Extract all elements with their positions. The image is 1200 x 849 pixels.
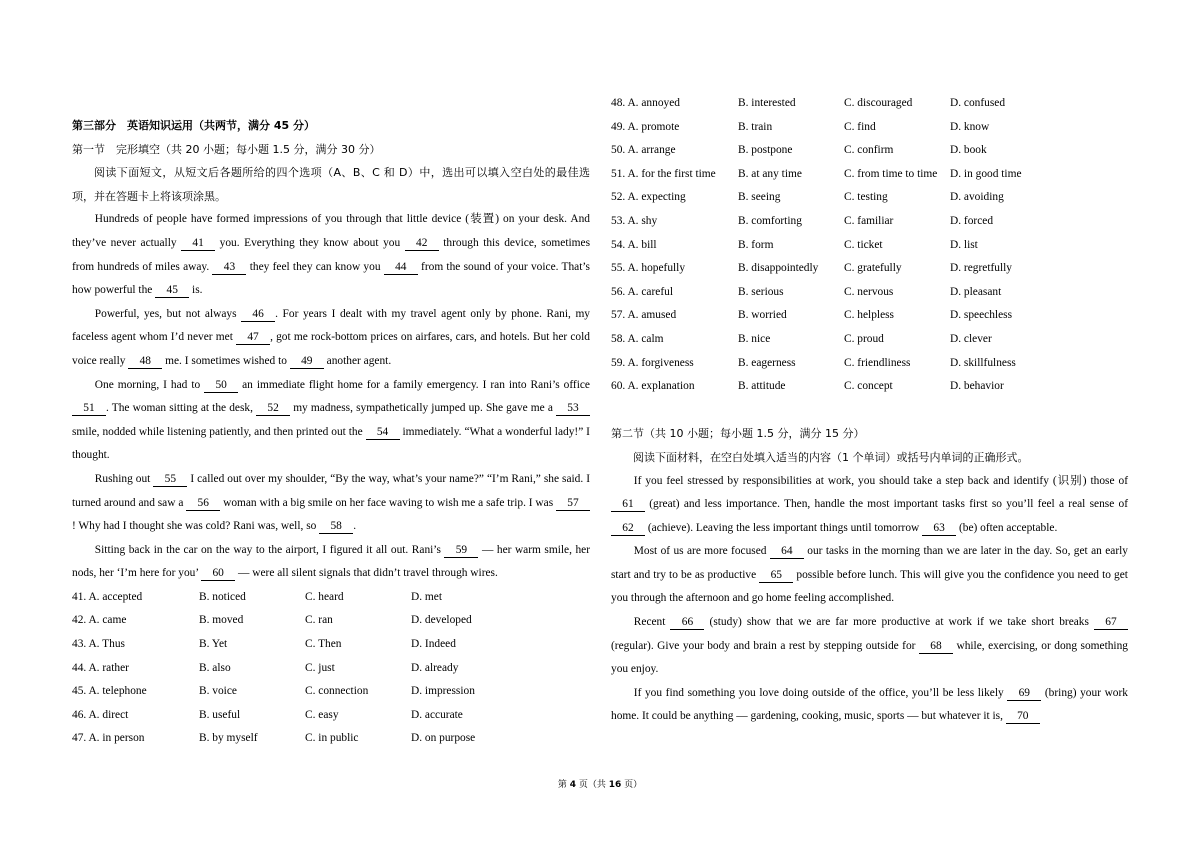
blank-65: 65 (759, 569, 793, 583)
option-b: B. also (199, 661, 231, 674)
option-a: 55. A. hopefully (611, 262, 686, 275)
section1-instructions: 阅读下面短文，从短文后各题所给的四个选项（A、B、C 和 D）中，选出可以填入空白处的最佳选项，并在答题卡上将该项涂黑。 (72, 166, 590, 203)
passage-text: (great) and less importance. Then, handle the most important tasks first so you’ll feel a real sense of (645, 498, 1128, 511)
option-b: B. Yet (199, 638, 228, 651)
left-column (72, 114, 590, 751)
option-b: B. disappointedly (738, 262, 819, 275)
option-row (72, 704, 590, 728)
option-d: D. met (411, 590, 443, 603)
option-d: D. list (950, 238, 978, 251)
option-b: B. comforting (738, 214, 802, 227)
option-c: C. heard (305, 590, 344, 603)
passage-paragraph (72, 208, 590, 302)
option-a: 57. A. amused (611, 309, 677, 322)
option-d: D. impression (411, 685, 475, 698)
option-b: B. eagerness (738, 356, 796, 369)
blank-60: 60 (201, 567, 235, 581)
blank-70: 70 (1006, 710, 1040, 724)
option-d: D. developed (411, 614, 472, 627)
option-d: D. on purpose (411, 732, 476, 745)
option-row (72, 633, 590, 657)
option-b: B. form (738, 238, 774, 251)
passage-text: . The woman sitting at the desk, (106, 402, 257, 415)
option-a: 54. A. bill (611, 238, 657, 251)
passage-paragraph (611, 470, 1128, 541)
option-b: B. seeing (738, 191, 781, 204)
blank-42: 42 (405, 237, 439, 251)
blank-56: 56 (186, 497, 220, 511)
option-b: B. noticed (199, 590, 246, 603)
option-row (72, 586, 590, 610)
option-d: D. confused (950, 97, 1006, 109)
passage-text: I called out over my shoulder, “By the way, what’s your name?” “I’m Rani,” she said. I turned around and saw a (72, 472, 591, 509)
passage-text: If you feel stressed by responsibilities at work, you should take a step back and identify (识别) those of (633, 474, 1128, 487)
blank-68: 68 (919, 640, 953, 654)
option-c: C. familiar (844, 214, 894, 227)
blank-67: 67 (1094, 616, 1128, 630)
passage-text: (regular). Give your body and brain a rest by stepping outside for (611, 639, 919, 652)
passage-text: (bring) your work home. It could be anything — gardening, cooking, music, sports — but whatever it is, (611, 686, 1128, 723)
option-a: 44. A. rather (72, 661, 129, 674)
blank-49: 49 (290, 355, 324, 369)
option-c: C. easy (305, 708, 339, 721)
option-row (611, 328, 1128, 352)
option-row (72, 657, 590, 681)
passage-text: Hundreds of people have formed impressions of you through that little device (装置) on your desk. And they’ve never actually (72, 213, 590, 249)
option-row (611, 352, 1128, 376)
option-d: D. avoiding (950, 191, 1004, 204)
blank-44: 44 (384, 261, 418, 275)
option-a: 41. A. accepted (72, 590, 143, 603)
option-c: C. connection (305, 685, 369, 698)
option-b: B. serious (738, 285, 784, 298)
passage-paragraph (72, 539, 590, 586)
passage-text: Sitting back in the car on the way to the airport, I figured it all out. Rani’s (94, 543, 445, 556)
option-b: B. at any time (738, 167, 802, 180)
option-c: C. from time to time (844, 167, 938, 180)
option-row (72, 609, 590, 633)
option-c: C. discouraged (844, 97, 913, 109)
option-row (611, 163, 1128, 187)
passage-text: One morning, I had to (94, 378, 205, 391)
option-c: C. gratefully (844, 262, 902, 275)
passage-paragraph (611, 540, 1128, 611)
option-a: 43. A. Thus (72, 638, 125, 651)
section2-title: 第二节（共 10 小题；每小题 1.5 分，满分 15 分） (611, 427, 865, 441)
right-column (611, 92, 1128, 729)
passage-text: me. I sometimes wished to (162, 354, 290, 367)
passage-text: Rushing out (94, 472, 154, 485)
passage-text: . For years I dealt with my travel agent only by phone. Rani, my faceless agent whom I’d never met (72, 307, 590, 344)
option-d: D. speechless (950, 309, 1012, 322)
blank-66: 66 (670, 616, 704, 630)
option-d: D. Indeed (411, 638, 456, 651)
blank-48: 48 (128, 355, 162, 369)
option-a: 46. A. direct (72, 708, 129, 721)
blank-63: 63 (922, 522, 956, 536)
passage-paragraph (72, 374, 590, 468)
option-row (611, 186, 1128, 210)
option-d: D. forced (950, 214, 994, 227)
option-b: B. voice (199, 685, 237, 698)
footer-prefix: 第 (557, 780, 570, 790)
passage-text: (achieve). Leaving the less important things until tomorrow (645, 521, 923, 534)
blank-50: 50 (204, 379, 238, 393)
page-number: 4 (569, 780, 576, 790)
passage-paragraph (611, 611, 1128, 682)
option-c: C. ticket (844, 238, 883, 251)
options-table-left (72, 586, 590, 751)
option-c: C. in public (305, 732, 359, 745)
option-row (611, 375, 1128, 399)
option-a: 51. A. for the first time (611, 167, 716, 180)
option-a: 45. A. telephone (72, 685, 147, 698)
page-footer (0, 777, 1200, 790)
blank-43: 43 (212, 261, 246, 275)
passage-text: , got me rock-bottom prices on airfares, cars, and hotels. But her cold voice really (72, 331, 590, 367)
passage-text: through this device, sometimes from hundreds of miles away. (72, 236, 591, 273)
option-b: B. train (738, 120, 773, 133)
passage-paragraph (611, 682, 1128, 729)
blank-55: 55 (153, 473, 187, 487)
blank-47: 47 (236, 331, 270, 345)
passage-text: my madness, sympathetically jumped up. She gave me a (290, 402, 556, 415)
option-d: D. book (950, 144, 987, 157)
blank-58: 58 (319, 520, 353, 534)
option-d: D. know (950, 120, 990, 133)
option-d: D. in good time (950, 167, 1022, 180)
passage-text: is. (189, 284, 203, 297)
option-row (611, 281, 1128, 305)
passage-text: — were all silent signals that didn’t travel through wires. (235, 567, 498, 580)
option-d: D. clever (950, 332, 992, 345)
option-d: D. pleasant (950, 285, 1002, 298)
option-row (611, 234, 1128, 258)
passage-text: If you find something you love doing outside of the office, you’ll be less likely (633, 686, 1008, 699)
option-row (611, 304, 1128, 328)
part3-title: 第三部分 英语知识运用（共两节，满分 45 分） (72, 119, 315, 132)
option-a: 42. A. came (72, 614, 127, 627)
blank-59: 59 (444, 544, 478, 558)
blank-46: 46 (241, 308, 275, 322)
cloze-passage (72, 208, 590, 586)
passage-text: our tasks in the morning than we are later in the day. So, get an early start and try to be as productive (611, 545, 1129, 581)
option-c: C. confirm (844, 144, 894, 157)
passage-paragraph (72, 303, 590, 374)
option-a: 58. A. calm (611, 332, 664, 345)
option-d: D. accurate (411, 708, 463, 721)
option-b: B. moved (199, 614, 244, 627)
blank-52: 52 (256, 402, 290, 416)
option-a: 60. A. explanation (611, 380, 695, 393)
option-b: B. attitude (738, 380, 786, 393)
option-row (72, 680, 590, 704)
option-row (611, 92, 1128, 116)
passage-text: woman with a big smile on her face waving to wish me a safe trip. I was (220, 496, 556, 509)
option-b: B. worried (738, 309, 787, 322)
option-a: 50. A. arrange (611, 144, 676, 157)
option-row (611, 257, 1128, 281)
blank-41: 41 (181, 237, 215, 251)
option-b: B. by myself (199, 732, 258, 745)
passage-text: Powerful, yes, but not always (94, 307, 242, 320)
option-c: C. proud (844, 332, 884, 345)
passage-paragraph (72, 468, 590, 539)
blank-45: 45 (155, 284, 189, 298)
blank-61: 61 (611, 498, 645, 512)
section-gap (611, 399, 1128, 423)
passage-text: (study) show that we are far more productive at work if we take short breaks (704, 616, 1094, 629)
footer-suffix: 页） (621, 780, 643, 790)
option-row (611, 116, 1128, 140)
option-c: C. ran (305, 614, 333, 627)
option-a: 59. A. forgiveness (611, 356, 694, 369)
option-c: C. Then (305, 638, 342, 651)
passage-text: ! Why had I thought she was cold? Rani was, well, so (72, 520, 320, 533)
option-b: B. postpone (738, 144, 793, 157)
option-b: B. nice (738, 332, 771, 345)
total-pages: 16 (608, 780, 622, 790)
option-row (611, 210, 1128, 234)
option-b: B. useful (199, 708, 241, 721)
passage-text: you. Everything they know about you (215, 236, 405, 249)
blank-62: 62 (611, 522, 645, 536)
option-c: C. find (844, 120, 876, 133)
blank-57: 57 (556, 497, 590, 511)
blank-54: 54 (366, 426, 400, 440)
passage-text: possible before lunch. This will give you the confidence you need to get you through the afternoon and go home feeling accomplished. (611, 568, 1128, 605)
passage-text: Most of us are more focused (633, 545, 770, 558)
passage-text: while, exercising, or dong something you enjoy. (611, 639, 1128, 676)
option-b: B. interested (738, 97, 796, 109)
passage-text: — her warm smile, her nods, her ‘I’m here for you’ (72, 543, 590, 580)
option-d: D. already (411, 661, 459, 674)
grammar-passage (611, 470, 1128, 730)
option-c: C. friendliness (844, 356, 911, 369)
option-a: 56. A. careful (611, 285, 673, 298)
option-a: 53. A. shy (611, 214, 658, 227)
section1-title: 第一节 完形填空（共 20 小题；每小题 1.5 分，满分 30 分） (72, 142, 381, 156)
option-c: C. nervous (844, 285, 894, 298)
option-c: C. testing (844, 191, 888, 204)
option-a: 48. A. annoyed (611, 97, 680, 109)
blank-69: 69 (1007, 687, 1041, 701)
blank-53: 53 (556, 402, 590, 416)
option-c: C. concept (844, 380, 893, 393)
passage-text: . (353, 520, 357, 533)
passage-text: (be) often acceptable. (956, 521, 1058, 534)
option-row (72, 727, 590, 751)
passage-text: they feel they can know you (246, 260, 384, 273)
passage-text: smile, nodded while listening patiently, and then printed out the (72, 425, 366, 438)
option-d: D. regretfully (950, 262, 1012, 275)
passage-text: immediately. “What a wonderful lady!” I thought. (72, 425, 590, 462)
option-c: C. just (305, 661, 335, 674)
blank-51: 51 (72, 402, 106, 416)
option-d: D. behavior (950, 380, 1004, 393)
passage-text: an immediate flight home for a family emergency. I ran into Rani’s office (238, 378, 590, 391)
option-row (611, 139, 1128, 163)
passage-text: from the sound of your voice. That’s how powerful the (72, 260, 590, 297)
option-c: C. helpless (844, 309, 894, 322)
option-a: 49. A. promote (611, 120, 680, 133)
passage-text: another agent. (323, 354, 392, 367)
section2-instructions: 阅读下面材料，在空白处填入适当的内容（1 个单词）或括号内单词的正确形式。 (633, 450, 1029, 464)
footer-middle: 页（共 (576, 780, 609, 790)
option-a: 52. A. expecting (611, 191, 686, 204)
option-a: 47. A. in person (72, 732, 145, 745)
passage-text: Recent (633, 616, 671, 629)
blank-64: 64 (770, 545, 804, 559)
options-table-right (611, 92, 1128, 399)
option-d: D. skillfulness (950, 356, 1016, 369)
